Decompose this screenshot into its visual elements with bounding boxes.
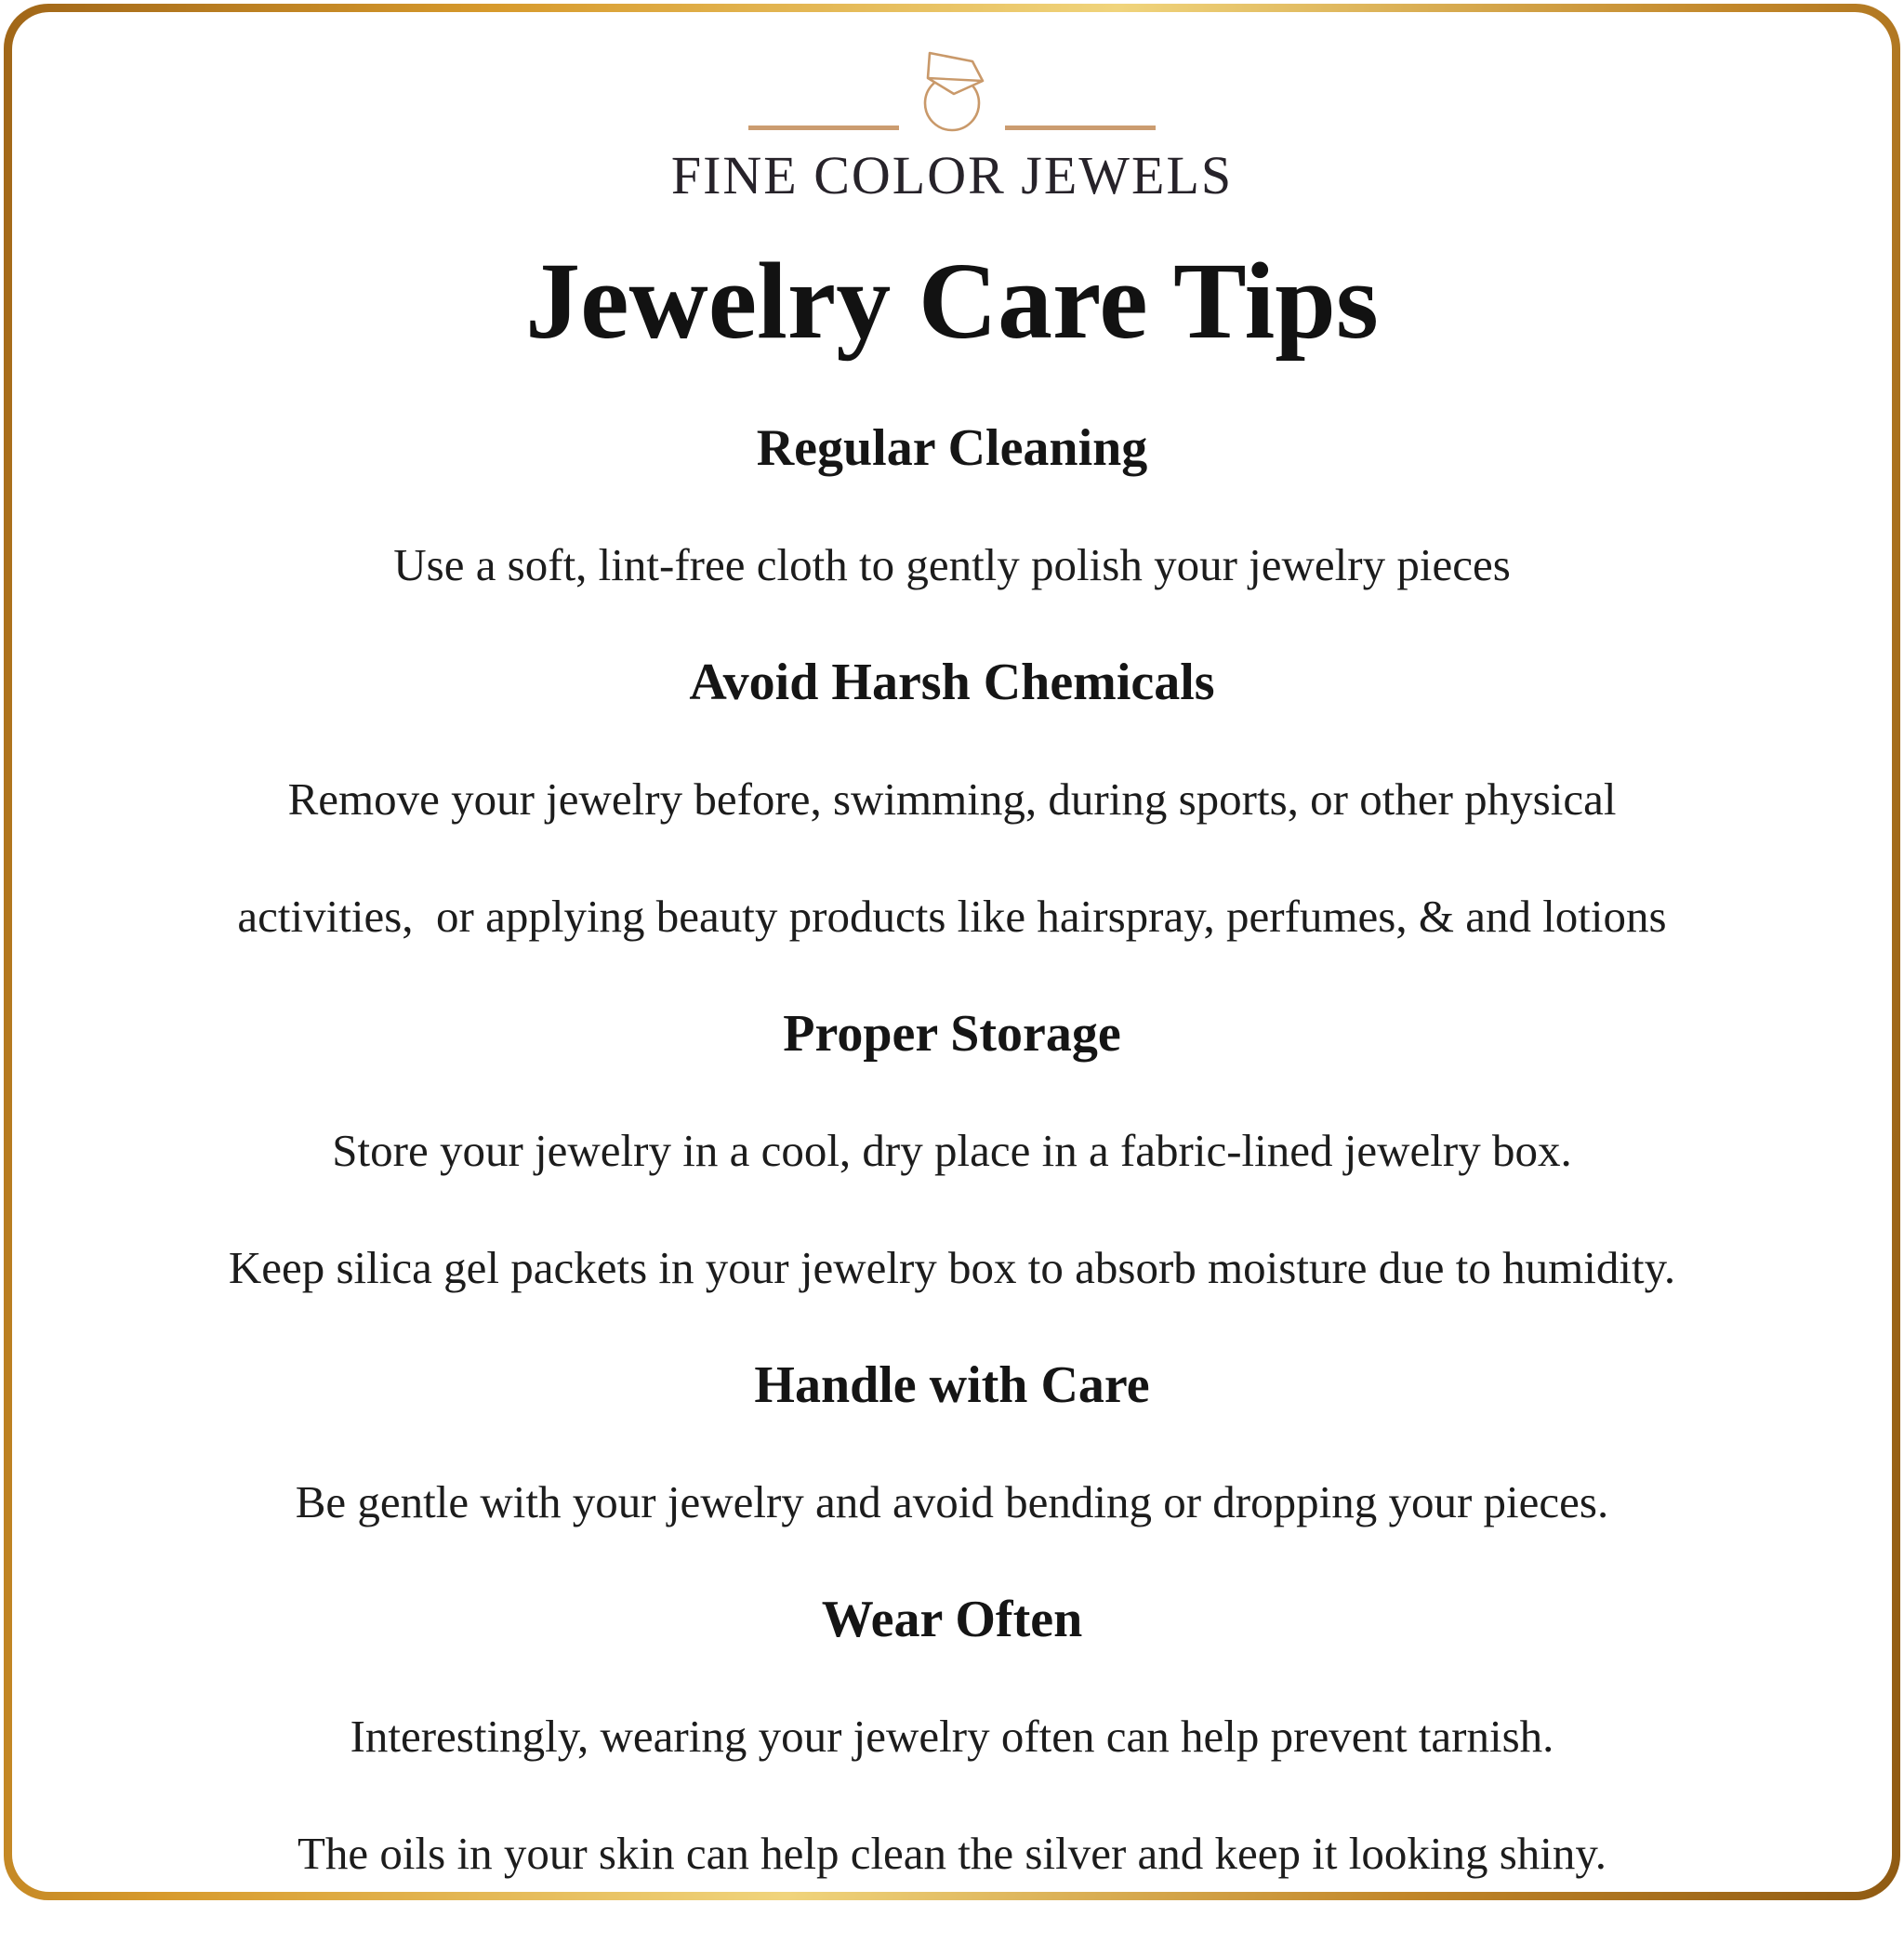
brand-logo (671, 36, 1233, 206)
sections (12, 420, 1892, 1943)
section-heading: Proper Storage (783, 1005, 1121, 1063)
section-heading: Avoid Harsh Chemicals (689, 654, 1215, 711)
tip-line: Interestingly, wearing your jewelry often can help prevent tarnish. (350, 1711, 1554, 1762)
divider-line-left (748, 126, 899, 130)
brand-name: FINE COLOR JEWELS (670, 145, 1234, 205)
tip-line: Store your jewelry in a cool, dry place in a fabric-lined jewelry box. (332, 1125, 1572, 1176)
gold-border-frame (4, 4, 1900, 1900)
section-heading: Regular Cleaning (756, 419, 1148, 477)
divider-line-right (1005, 126, 1156, 130)
diamond-ring-icon (901, 36, 1003, 139)
section-heading: Wear Often (821, 1591, 1083, 1648)
tip-line: Be gentle with your jewelry and avoid bending or dropping your pieces. (295, 1476, 1609, 1527)
tip-line: The oils in your skin can help clean the silver and keep it looking shiny. (298, 1828, 1606, 1879)
tip-line: Remove your jewelry before, swimming, during sports, or other physical (287, 773, 1617, 825)
logo-row (748, 36, 1156, 139)
tip-line: Keep silica gel packets in your jewelry box to absorb moisture due to humidity. (228, 1242, 1676, 1293)
page-title: Jewelry Care Tips (525, 240, 1379, 362)
card-content (12, 12, 1892, 1892)
tip-line: Use a soft, lint-free cloth to gently polish your jewelry pieces (393, 539, 1511, 590)
section-heading: Handle with Care (754, 1356, 1150, 1414)
tip-line: activities, or applying beauty products like hairspray, perfumes, & and lotions (237, 891, 1667, 942)
